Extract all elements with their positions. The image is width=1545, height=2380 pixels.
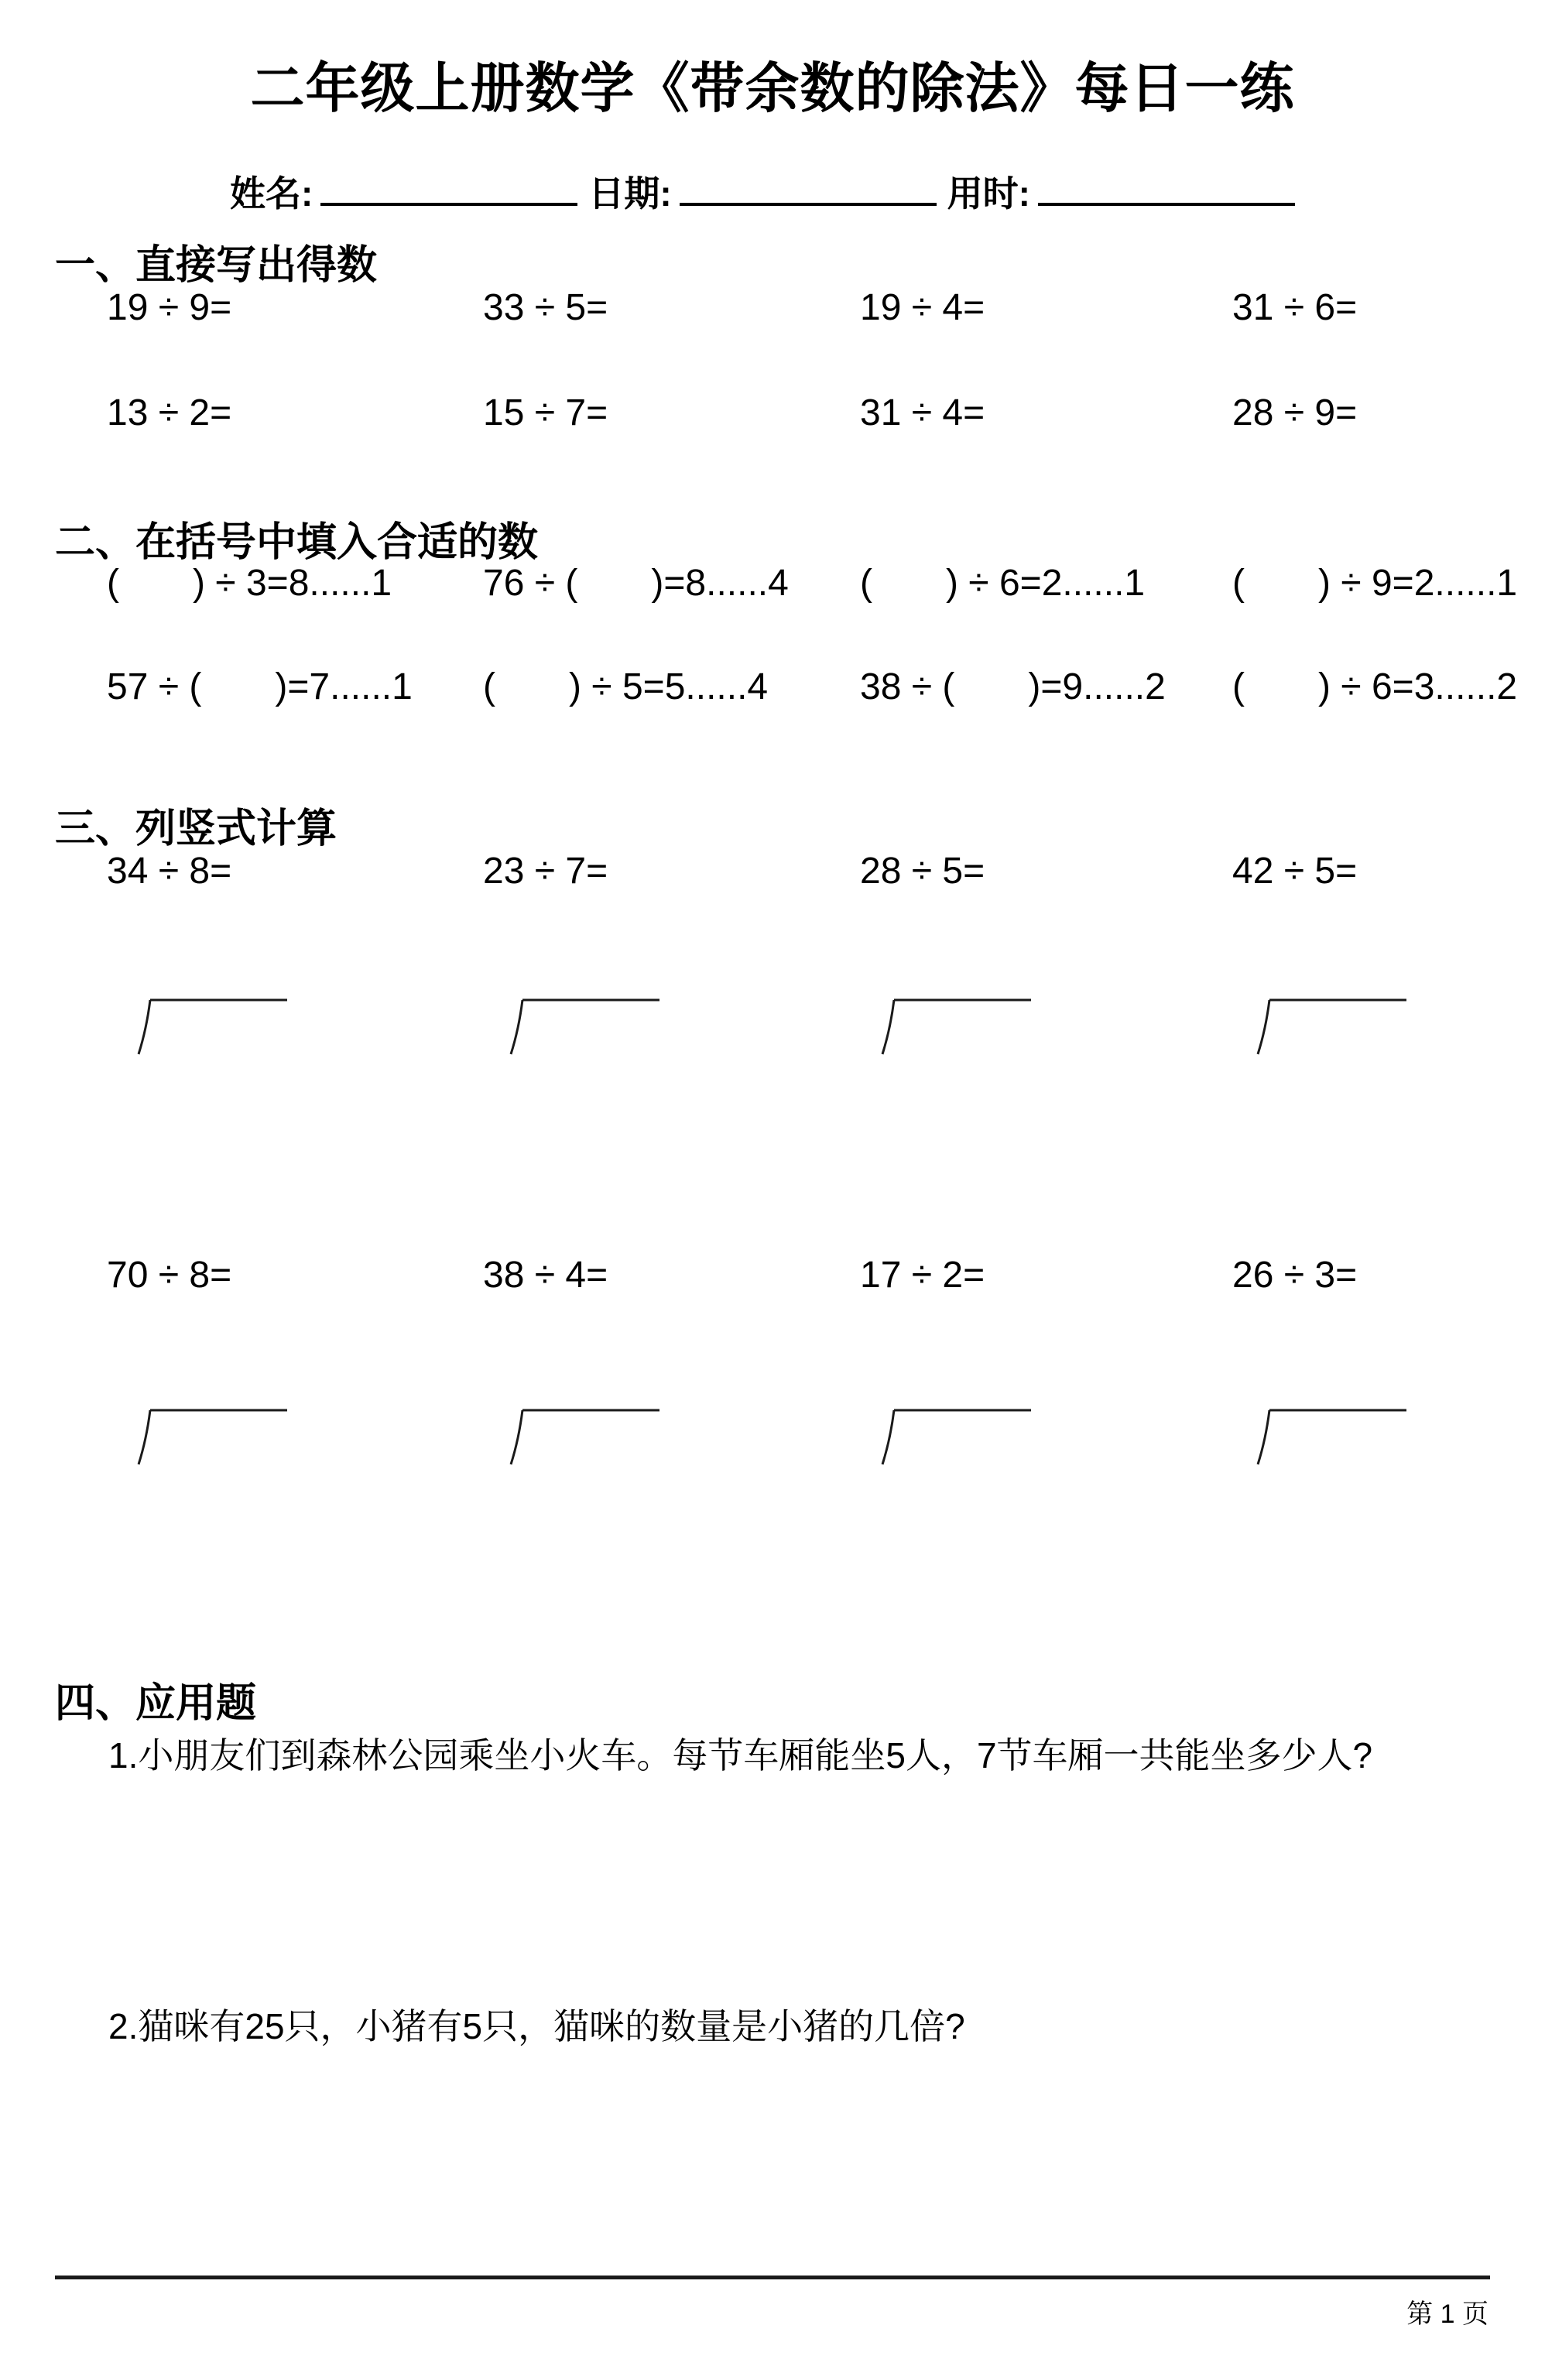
expression: 42 ÷ 5=: [1232, 851, 1358, 892]
time-label: 用时:: [947, 173, 1030, 214]
expression: 28 ÷ 5=: [860, 851, 985, 892]
expression: 26 ÷ 3=: [1232, 1255, 1358, 1296]
fill-blank-expression: [107, 666, 413, 708]
footer-divider: [55, 2276, 1490, 2279]
expression: 19 ÷ 4=: [860, 287, 985, 328]
expression-part: 57 ÷ (: [107, 666, 202, 707]
page-title: 二年级上册数学《带余数的除法》每日一练: [250, 58, 1295, 118]
expression-part: (: [860, 563, 872, 604]
expression-part: 38 ÷ (: [860, 666, 955, 707]
fill-blank-expression: [483, 666, 768, 708]
expression-part: ) ÷ 6=3......2: [1317, 666, 1518, 707]
expression: 70 ÷ 8=: [107, 1255, 232, 1296]
expression: 38 ÷ 4=: [483, 1255, 608, 1296]
expression-part: ) ÷ 6=2......1: [945, 563, 1146, 604]
long-division-bracket: [507, 997, 670, 1063]
expression-part: ) ÷ 5=5......4: [568, 666, 769, 707]
expression-part: 76 ÷ (: [483, 563, 578, 604]
section1-heading: 一、直接写出得数: [55, 243, 378, 288]
fill-blank-expression: [860, 562, 1145, 604]
expression-part: )=8......4: [651, 563, 789, 604]
expression-part: (: [483, 666, 495, 707]
time-blank-line: [1038, 172, 1295, 206]
expression: 23 ÷ 7=: [483, 851, 608, 892]
expression-part: (: [1232, 563, 1245, 604]
section3-heading: 三、列竖式计算: [55, 806, 337, 851]
long-division-bracket: [1254, 1407, 1417, 1473]
date-label: 日期:: [588, 173, 672, 214]
expression: 28 ÷ 9=: [1232, 392, 1358, 433]
expression: 15 ÷ 7=: [483, 392, 608, 433]
expression: 17 ÷ 2=: [860, 1255, 985, 1296]
expression-part: (: [107, 563, 119, 604]
expression-part: ) ÷ 9=2......1: [1317, 563, 1518, 604]
fill-blank-expression: [107, 562, 392, 604]
expression-part: )=9......2: [1028, 666, 1166, 707]
long-division-bracket: [135, 997, 297, 1063]
long-division-bracket: [135, 1407, 297, 1473]
expression-part: )=7......1: [275, 666, 413, 707]
student-info-row: [230, 166, 1306, 217]
expression: 34 ÷ 8=: [107, 851, 232, 892]
expression: 13 ÷ 2=: [107, 392, 232, 433]
word-problem: 1.小朋友们到森林公园乘坐小火车。每节车厢能坐5人，7节车厢一共能坐多少人?: [108, 1735, 1373, 1776]
long-division-bracket: [1254, 997, 1417, 1063]
expression: 33 ÷ 5=: [483, 287, 608, 328]
expression: 19 ÷ 9=: [107, 287, 232, 328]
long-division-bracket: [879, 1407, 1041, 1473]
expression: 31 ÷ 4=: [860, 392, 985, 433]
word-problem: 2.猫咪有25只，小猪有5只，猫咪的数量是小猪的几倍?: [108, 2006, 965, 2046]
expression-part: ) ÷ 3=8......1: [192, 563, 392, 604]
section2-heading: 二、在括号中填入合适的数: [55, 520, 539, 565]
name-blank-line: [320, 172, 577, 206]
fill-blank-expression: [483, 562, 789, 604]
long-division-bracket: [879, 997, 1041, 1063]
fill-blank-expression: [1232, 562, 1517, 604]
long-division-bracket: [507, 1407, 670, 1473]
section4-heading: 四、应用题: [55, 1681, 257, 1726]
name-label: 姓名:: [230, 173, 313, 214]
fill-blank-expression: [860, 666, 1166, 708]
fill-blank-expression: [1232, 666, 1517, 708]
expression: 31 ÷ 6=: [1232, 287, 1358, 328]
page-number: 第 1 页: [1406, 2300, 1488, 2329]
date-blank-line: [680, 172, 937, 206]
expression-part: (: [1232, 666, 1245, 707]
